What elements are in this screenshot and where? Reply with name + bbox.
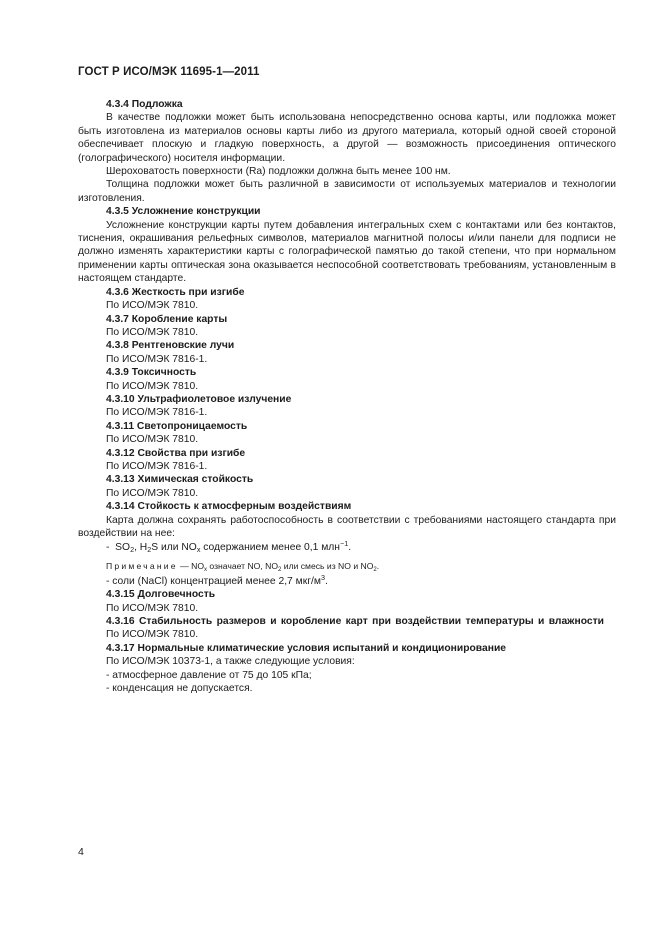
section-4-3-14-note: Примечание — $NO_x$ означает NO, $NO_2$ или смесь из NO и $NO_2$. xyxy=(106,560,380,573)
section-4-3-9-reference: По ИСО/МЭК 7810. xyxy=(106,380,199,392)
document-body xyxy=(78,98,616,695)
section-4-3-4-paragraph-3: Толщина подложки может быть различной в зависимости от используемых материалов и технологии изготовления. xyxy=(78,179,616,204)
section-4-3-4-paragraph-1: В качестве подложки может быть использована непосредственно основа карты, или подложка может быть изготовлена из материалов основы карты либо из другого материала, который одной своей стороной обеспечивает плоскую и гладкую поверхность, а другой — возможность присоединения оптического (голографического) носителя информации. xyxy=(78,112,616,164)
section-4-3-12-reference: По ИСО/МЭК 7816-1. xyxy=(106,460,208,472)
section-4-3-5-title: 4.3.5 Усложнение конструкции xyxy=(106,206,261,218)
section-4-3-7-reference: По ИСО/МЭК 7810. xyxy=(106,326,199,338)
section-4-3-16-reference: По ИСО/МЭК 7810. xyxy=(106,629,199,641)
page-number: 4 xyxy=(78,846,84,858)
section-4-3-7-title: 4.3.7 Коробление карты xyxy=(106,313,228,325)
document-header: ГОСТ Р ИСО/МЭК 11695-1—2011 xyxy=(78,66,260,78)
section-4-3-15-reference: По ИСО/МЭК 7810. xyxy=(106,602,199,614)
note-label: Примечание xyxy=(106,560,178,571)
section-4-3-6-reference: По ИСО/МЭК 7810. xyxy=(106,300,199,312)
section-4-3-17-title: 4.3.17 Нормальные климатические условия испытаний и кондиционирование xyxy=(106,642,507,654)
section-4-3-17-reference: По ИСО/МЭК 10373-1, а также следующие условия: xyxy=(106,656,355,668)
section-4-3-14-list-item-salt: - соли (NaCl) концентрацией менее 2,7 мкг/$м^3$. xyxy=(106,572,328,587)
section-4-3-14-paragraph: Карта должна сохранять работоспособность в соответствии с требованиями настоящего стандарта при воздействии на нее: xyxy=(78,514,616,539)
section-4-3-15-title: 4.3.15 Долговечность xyxy=(106,589,216,601)
section-4-3-4-paragraph-2: Шероховатость поверхности (Ra) подложки должна быть менее 100 нм. xyxy=(106,166,451,178)
section-4-3-6-title: 4.3.6 Жесткость при изгибе xyxy=(106,286,245,298)
section-4-3-16-title: 4.3.16 Стабильность размеров и коробление карт при воздействии температуры и влажности xyxy=(106,616,604,628)
section-4-3-5-paragraph: Усложнение конструкции карты путем добавления интегральных схем с контактами или без контактов, тиснения, окрашивания рельефных символов, материалов магнитной полосы и/или панели для подписи не должно изменять характеристики карты с голографической памятью до такой степени, что при нормальном применении карты оптическая зона оказывается неспособной соответствовать требованиям, установленным в настоящем стандарте. xyxy=(78,219,616,285)
section-4-3-17-list-item-pressure: - атмосферное давление от 75 до 105 кПа; xyxy=(106,669,312,681)
section-4-3-14-title: 4.3.14 Стойкость к атмосферным воздействиям xyxy=(106,501,352,513)
section-4-3-13-reference: По ИСО/МЭК 7810. xyxy=(106,487,199,499)
section-4-3-8-reference: По ИСО/МЭК 7816-1. xyxy=(106,353,208,365)
section-4-3-10-reference: По ИСО/МЭК 7816-1. xyxy=(106,407,208,419)
section-4-3-13-title: 4.3.13 Химическая стойкость xyxy=(106,474,254,486)
section-4-3-10-title: 4.3.10 Ультрафиолетовое излучение xyxy=(106,393,292,405)
section-4-3-17-list-item-condensation: - конденсация не допускается. xyxy=(106,683,253,695)
section-4-3-11-reference: По ИСО/МЭК 7810. xyxy=(106,434,199,446)
section-4-3-12-title: 4.3.12 Свойства при изгибе xyxy=(106,447,246,459)
section-4-3-8-title: 4.3.8 Рентгеновские лучи xyxy=(106,340,235,352)
section-4-3-4-title: 4.3.4 Подложка xyxy=(106,99,183,110)
section-4-3-11-title: 4.3.11 Светопроницаемость xyxy=(106,420,248,432)
section-4-3-9-title: 4.3.9 Токсичность xyxy=(106,367,197,379)
section-4-3-14-list-item-gases: - $SO_2$, $H_2S$ или $NO_x$ содержанием менее 0,1 млн$^{-1}$. xyxy=(106,539,352,555)
